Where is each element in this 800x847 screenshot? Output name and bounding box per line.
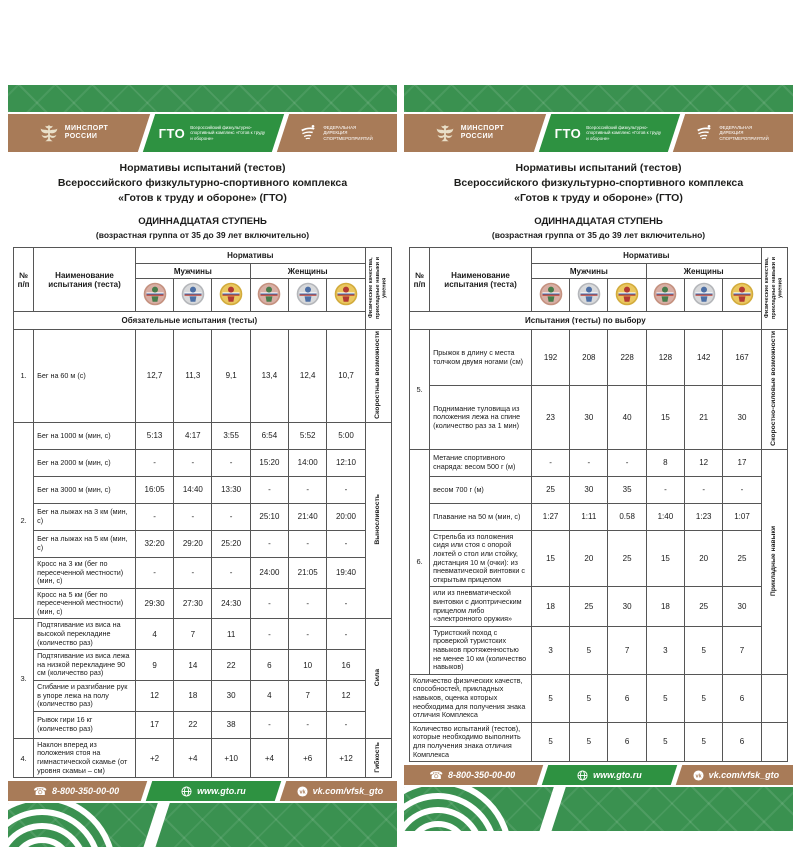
norm-value: 5:00	[327, 422, 365, 449]
norm-value: 30	[723, 587, 761, 626]
norm-value: 208	[570, 330, 608, 386]
norm-value: -	[608, 449, 646, 476]
test-name: Туристский поход с проверкой туристских навыков протяженностью не менее 10 км (количество навыков)	[430, 626, 532, 674]
norm-value: 3:55	[212, 422, 250, 449]
norm-value: -	[174, 503, 212, 530]
norm-value: -	[327, 711, 365, 738]
quality-label	[365, 619, 391, 738]
norm-value: 1:23	[685, 503, 723, 530]
test-name: весом 700 г (м)	[430, 476, 532, 503]
website-segment	[146, 781, 281, 801]
medal-silver-icon	[289, 279, 327, 312]
phone-icon: ☎	[429, 769, 444, 782]
norm-value: 17	[723, 449, 761, 476]
norm-value: 5	[531, 674, 569, 722]
quality-label-text: Прикладные навыки	[770, 525, 778, 596]
norm-value: -	[212, 449, 250, 476]
norm-value: 4	[250, 681, 288, 712]
svg-text:vk: vk	[695, 773, 702, 780]
norm-value: 14:40	[174, 476, 212, 503]
norm-value: -	[250, 711, 288, 738]
norm-value: 13:30	[212, 476, 250, 503]
test-name: Бег на лыжах на 3 км (мин, с)	[34, 503, 136, 530]
norm-value: 9	[135, 650, 173, 681]
medal-bronze-icon	[646, 279, 684, 312]
norm-value: 128	[646, 330, 684, 386]
test-name: Метание спортивного снаряда: весом 500 г (м)	[430, 449, 532, 476]
medal-gold-icon	[723, 279, 761, 312]
norm-value: 9,1	[212, 330, 250, 423]
col-header-women: Женщины	[250, 264, 365, 279]
norm-value: 20	[570, 530, 608, 587]
table-row	[14, 738, 392, 777]
norm-value: 38	[212, 711, 250, 738]
norm-value: 25	[531, 476, 569, 503]
norm-value: 3	[531, 626, 569, 674]
table-row	[14, 449, 392, 476]
table-row	[14, 681, 392, 712]
website-url: www.gto.ru	[197, 786, 247, 797]
eagle-emblem-icon	[38, 122, 60, 144]
norm-value: 1:07	[723, 503, 761, 530]
norm-value: 15	[531, 530, 569, 587]
norm-value: 6	[608, 722, 646, 761]
norm-value: +6	[289, 738, 327, 777]
quality-label	[365, 422, 391, 619]
phone-segment	[8, 781, 148, 801]
gto-segment	[143, 114, 284, 152]
norm-value: -	[250, 476, 288, 503]
norm-value: 14:00	[289, 449, 327, 476]
globe-icon	[578, 770, 589, 781]
gto-complex-label: Всероссийский физкультурно-спортивный комплекс «Готов к труду и обороне»	[586, 124, 662, 141]
norm-value: 10,7	[327, 330, 365, 423]
norm-value: 25	[723, 530, 761, 587]
contact-bar	[8, 781, 397, 801]
table-row	[14, 503, 392, 530]
medal-silver-icon	[570, 279, 608, 312]
test-name: Подтягивание из виса на высокой перекладине (количество раз)	[34, 619, 136, 650]
test-name: Бег на 60 м (с)	[34, 330, 136, 423]
decorative-rings-strip	[404, 787, 793, 831]
website-segment	[542, 765, 677, 785]
test-name: Бег на 1000 м (мин, с)	[34, 422, 136, 449]
minsport-label: МИНСПОРТ РОССИИ	[64, 125, 109, 140]
standards-table-optional	[409, 247, 788, 762]
norm-value: 20:00	[327, 503, 365, 530]
norm-value: 7	[289, 681, 327, 712]
ring-icon	[404, 787, 512, 831]
norm-value: -	[212, 503, 250, 530]
norm-value: +4	[174, 738, 212, 777]
norm-value: 16	[327, 650, 365, 681]
norm-value: 5	[685, 674, 723, 722]
norm-value: 5:52	[289, 422, 327, 449]
norm-value: 7	[608, 626, 646, 674]
vk-segment	[676, 765, 793, 785]
title-block	[8, 161, 397, 240]
norm-value: -	[250, 588, 288, 619]
table-row	[410, 330, 788, 386]
test-name: Поднимание туловища из положения лежа на спине (количество раз за 1 мин)	[430, 386, 532, 450]
norm-value: 15:20	[250, 449, 288, 476]
doc-title-line3: «Готов к труду и обороне» (ГТО)	[514, 192, 683, 204]
norm-value: 25	[608, 530, 646, 587]
row-number: 3.	[14, 619, 34, 738]
fed-direction-label: ФЕДЕРАЛЬНАЯ ДИРЕКЦИЯ СПОРТМЕРОПРИЯТИЙ	[323, 124, 374, 141]
test-name: Бег на 3000 м (мин, с)	[34, 476, 136, 503]
col-header-test-name: Наименование испытания (теста)	[34, 248, 136, 312]
norm-value: 35	[608, 476, 646, 503]
test-name: Прыжок в длину с места толчком двумя ногами (см)	[430, 330, 532, 386]
norm-value: -	[327, 588, 365, 619]
norm-value: 4	[135, 619, 173, 650]
standards-table-mandatory	[13, 247, 392, 778]
doc-title-line2: Всероссийского физкультурно-спортивного комплекса	[57, 177, 348, 189]
norm-value: 29:30	[135, 588, 173, 619]
norm-value: 21:05	[289, 557, 327, 588]
org-header-bar	[404, 114, 793, 152]
norm-value: -	[174, 557, 212, 588]
norm-value: 19:40	[327, 557, 365, 588]
norm-value: 21	[685, 386, 723, 450]
section-row	[14, 312, 392, 330]
norm-value: 12	[135, 681, 173, 712]
norm-value: 12	[685, 449, 723, 476]
row-number: 6.	[410, 449, 430, 674]
norm-value: 4:17	[174, 422, 212, 449]
svg-text:vk: vk	[299, 789, 306, 796]
col-header-women: Женщины	[646, 264, 761, 279]
table-row	[410, 626, 788, 674]
table-row	[410, 587, 788, 626]
vk-url: vk.com/vfsk_gto	[708, 770, 780, 781]
test-name: Бег на 2000 м (мин, с)	[34, 449, 136, 476]
eagle-emblem-icon	[434, 122, 456, 144]
doc-title-line2: Всероссийского физкультурно-спортивного комплекса	[453, 177, 744, 189]
norm-value: 15	[646, 530, 684, 587]
section-title: Испытания (тесты) по выбору	[410, 312, 762, 330]
norm-value: 18	[174, 681, 212, 712]
table-row	[14, 330, 392, 423]
norm-value: 14	[174, 650, 212, 681]
test-name: Количество физических качеств, способностей, прикладных навыков, оценка которых необходима для получения знака отличия Комплекса	[410, 674, 532, 722]
norm-value: -	[250, 619, 288, 650]
norm-value: -	[135, 449, 173, 476]
age-group-subtitle: (возрастная группа от 35 до 39 лет включительно)	[491, 230, 706, 240]
norm-value: 18	[646, 587, 684, 626]
norm-value: -	[327, 530, 365, 557]
norm-value: 6	[723, 674, 761, 722]
test-name: Подтягивание из виса лежа на низкой перекладине 90 см (количество раз)	[34, 650, 136, 681]
gto-logo: ГТО	[555, 125, 582, 141]
norm-value: 6:54	[250, 422, 288, 449]
medal-gold-icon	[212, 279, 250, 312]
norm-value: 24:30	[212, 588, 250, 619]
norm-value: -	[646, 476, 684, 503]
contact-bar	[404, 765, 793, 785]
quality-label	[761, 722, 787, 761]
norm-value: 12:10	[327, 449, 365, 476]
norm-value: 21:40	[289, 503, 327, 530]
norm-value: +10	[212, 738, 250, 777]
norm-value: 7	[174, 619, 212, 650]
test-name: Стрельба из положения сидя или стоя с опорой локтей о стол или стойку, дистанция 10 м (очки): из пневматической винтовки с открытым прицелом	[430, 530, 532, 587]
norm-value: 22	[174, 711, 212, 738]
norm-value: 5	[646, 674, 684, 722]
norm-value: -	[723, 476, 761, 503]
norm-value: 1:27	[531, 503, 569, 530]
norm-value: -	[250, 530, 288, 557]
quality-label	[761, 674, 787, 722]
quality-label	[761, 449, 787, 674]
medal-silver-icon	[685, 279, 723, 312]
norm-value: 167	[723, 330, 761, 386]
norm-value: +12	[327, 738, 365, 777]
medal-bronze-icon	[531, 279, 569, 312]
table-row	[14, 557, 392, 588]
norm-value: 30	[723, 386, 761, 450]
decorative-sport-strip	[8, 85, 397, 112]
norm-value: 17	[135, 711, 173, 738]
fed-direction-logo-icon	[299, 123, 319, 143]
vk-segment	[280, 781, 397, 801]
section-row	[410, 312, 788, 330]
norm-value: 25:20	[212, 530, 250, 557]
norm-value: 7	[723, 626, 761, 674]
table-row	[14, 588, 392, 619]
test-name: Бег на лыжах на 5 км (мин, с)	[34, 530, 136, 557]
norm-value: 23	[531, 386, 569, 450]
norm-value: 20	[685, 530, 723, 587]
quality-label-text: Скоростные возможности	[374, 331, 382, 419]
phone-number: 8-800-350-00-00	[448, 770, 516, 781]
medal-bronze-icon	[135, 279, 173, 312]
fed-direction-segment	[673, 114, 793, 152]
table-row	[14, 530, 392, 557]
table-row	[410, 530, 788, 587]
test-name: Сгибание и разгибание рук в упоре лежа на полу (количество раз)	[34, 681, 136, 712]
norm-value: 30	[570, 386, 608, 450]
col-header-qualities: Физические качества, прикладные навыки и умения	[365, 248, 391, 330]
norm-value: 5	[531, 722, 569, 761]
table-row	[14, 650, 392, 681]
table-row	[410, 476, 788, 503]
quality-label-text: Гибкость	[374, 741, 382, 773]
ring-icon	[8, 803, 116, 847]
norm-value: 6	[608, 674, 646, 722]
quality-label-text: Сила	[374, 669, 382, 687]
norm-value: -	[531, 449, 569, 476]
table-row	[14, 476, 392, 503]
norm-value: 11,3	[174, 330, 212, 423]
norm-value: 13,4	[250, 330, 288, 423]
minsport-segment	[8, 114, 151, 152]
quality-label-text: Скоростно-силовые возможности	[770, 331, 778, 446]
gto-segment	[539, 114, 680, 152]
norm-value: 30	[570, 476, 608, 503]
norm-value: 5	[646, 722, 684, 761]
norm-value: 24:00	[250, 557, 288, 588]
section-title: Обязательные испытания (тесты)	[14, 312, 366, 330]
test-name: Рывок гири 16 кг (количество раз)	[34, 711, 136, 738]
medal-gold-icon	[327, 279, 365, 312]
divider	[140, 803, 171, 847]
norm-value: 15	[646, 386, 684, 450]
norm-value: 10	[289, 650, 327, 681]
table-row	[410, 674, 788, 722]
row-number: 1.	[14, 330, 34, 423]
norm-value: -	[135, 503, 173, 530]
norm-value: -	[135, 557, 173, 588]
gto-logo: ГТО	[159, 125, 186, 141]
decorative-sport-strip	[404, 85, 793, 112]
phone-number: 8-800-350-00-00	[52, 786, 120, 797]
norm-value: 29:20	[174, 530, 212, 557]
test-name: Кросс на 5 км (бег по пересеченной местности) (мин, с)	[34, 588, 136, 619]
col-header-norms: Нормативы	[135, 248, 365, 264]
norm-value: 0.58	[608, 503, 646, 530]
norm-value: -	[212, 557, 250, 588]
norm-value: 5	[570, 674, 608, 722]
norm-value: 12,7	[135, 330, 173, 423]
col-header-test-name: Наименование испытания (теста)	[430, 248, 532, 312]
doc-title-line3: «Готов к труду и обороне» (ГТО)	[118, 192, 287, 204]
test-name: Кросс на 3 км (бег по пересеченной местности) (мин, с)	[34, 557, 136, 588]
phone-icon: ☎	[33, 785, 48, 798]
norm-value: 1:40	[646, 503, 684, 530]
globe-icon	[182, 786, 193, 797]
norm-value: 6	[250, 650, 288, 681]
norm-value: 40	[608, 386, 646, 450]
minsport-segment	[404, 114, 547, 152]
norm-value: 27:30	[174, 588, 212, 619]
table-row	[14, 711, 392, 738]
divider	[536, 787, 567, 831]
norm-value: 5	[570, 722, 608, 761]
norm-value: -	[289, 476, 327, 503]
norm-value: 3	[646, 626, 684, 674]
norm-value: 1:11	[570, 503, 608, 530]
col-header-num: № п/п	[410, 248, 430, 312]
row-number: 4.	[14, 738, 34, 777]
col-header-num: № п/п	[14, 248, 34, 312]
vk-url: vk.com/vfsk_gto	[312, 786, 384, 797]
norm-value: 32:20	[135, 530, 173, 557]
norm-value: 25	[685, 587, 723, 626]
norm-value: 5	[570, 626, 608, 674]
norm-value: 142	[685, 330, 723, 386]
norm-value: -	[289, 619, 327, 650]
quality-label-text: Выносливость	[374, 494, 382, 545]
norm-value: 8	[646, 449, 684, 476]
col-header-qualities: Физические качества, прикладные навыки и умения	[761, 248, 787, 330]
norm-value: -	[570, 449, 608, 476]
table-row	[14, 422, 392, 449]
norm-value: 11	[212, 619, 250, 650]
norm-value: 228	[608, 330, 646, 386]
quality-label	[365, 738, 391, 777]
col-header-men: Мужчины	[135, 264, 250, 279]
stage-title: ОДИННАДЦАТАЯ СТУПЕНЬ	[138, 216, 267, 227]
test-name: или из пневматической винтовки с диоптрическим прицелом либо «электронного оружия»	[430, 587, 532, 626]
norm-value: -	[327, 619, 365, 650]
table-row	[410, 503, 788, 530]
vk-icon	[693, 770, 704, 781]
test-name: Плавание на 50 м (мин, с)	[430, 503, 532, 530]
website-url: www.gto.ru	[593, 770, 643, 781]
norm-value: 16:05	[135, 476, 173, 503]
norm-value: -	[174, 449, 212, 476]
norm-value: 12,4	[289, 330, 327, 423]
page-2	[404, 85, 793, 782]
col-header-norms: Нормативы	[531, 248, 761, 264]
norm-value: +4	[250, 738, 288, 777]
medal-silver-icon	[174, 279, 212, 312]
org-header-bar	[8, 114, 397, 152]
norm-value: -	[289, 588, 327, 619]
norm-value: +2	[135, 738, 173, 777]
medal-bronze-icon	[250, 279, 288, 312]
test-name: Количество испытаний (тестов), которые необходимо выполнить для получения знака отличия Комплекса	[410, 722, 532, 761]
norm-value: -	[289, 711, 327, 738]
vk-icon	[297, 786, 308, 797]
medal-gold-icon	[608, 279, 646, 312]
test-name: Наклон вперед из положения стоя на гимнастической скамье (от уровня скамьи – см)	[34, 738, 136, 777]
doc-title-line1: Нормативы испытаний (тестов)	[515, 162, 682, 174]
doc-title-line1: Нормативы испытаний (тестов)	[119, 162, 286, 174]
fed-direction-segment	[277, 114, 397, 152]
norm-value: 192	[531, 330, 569, 386]
norm-value: 18	[531, 587, 569, 626]
norm-value: 30	[212, 681, 250, 712]
col-header-men: Мужчины	[531, 264, 646, 279]
fed-direction-label: ФЕДЕРАЛЬНАЯ ДИРЕКЦИЯ СПОРТМЕРОПРИЯТИЙ	[719, 124, 770, 141]
title-block	[404, 161, 793, 240]
gto-complex-label: Всероссийский физкультурно-спортивный комплекс «Готов к труду и обороне»	[190, 124, 266, 141]
norm-value: 12	[327, 681, 365, 712]
norm-value: -	[685, 476, 723, 503]
norm-value: 30	[608, 587, 646, 626]
norm-value: -	[289, 530, 327, 557]
norm-value: 6	[723, 722, 761, 761]
stage-title: ОДИННАДЦАТАЯ СТУПЕНЬ	[534, 216, 663, 227]
row-number: 2.	[14, 422, 34, 619]
table-row	[410, 449, 788, 476]
norm-value: 25:10	[250, 503, 288, 530]
page-1	[8, 85, 397, 798]
fed-direction-logo-icon	[695, 123, 715, 143]
norm-value: 5	[685, 626, 723, 674]
table-row	[410, 386, 788, 450]
norm-value: 25	[570, 587, 608, 626]
minsport-label: МИНСПОРТ РОССИИ	[460, 125, 505, 140]
norm-value: 22	[212, 650, 250, 681]
phone-segment	[404, 765, 544, 785]
row-number: 5.	[410, 330, 430, 450]
quality-label	[365, 330, 391, 423]
norm-value: -	[327, 476, 365, 503]
decorative-rings-strip	[8, 803, 397, 847]
norm-value: 5	[685, 722, 723, 761]
table-row	[410, 722, 788, 761]
age-group-subtitle: (возрастная группа от 35 до 39 лет включительно)	[95, 230, 310, 240]
quality-label	[761, 330, 787, 450]
norm-value: 5:13	[135, 422, 173, 449]
table-row	[14, 619, 392, 650]
